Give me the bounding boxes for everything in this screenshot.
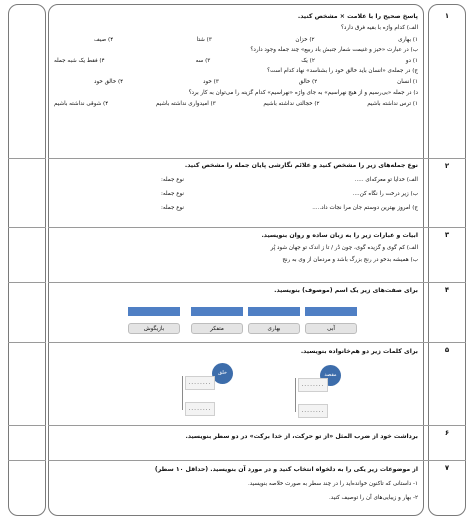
row-divider	[8, 227, 46, 228]
option[interactable]: ۳) شتا	[196, 37, 212, 44]
q1-a-stem: الف) کدام واژه با بقیه فرق دارد؟	[340, 25, 418, 32]
q3-item-a: الف) کم گوی و گزیده گوی، چون دُر / تا ز اندک تو جهان شود پُر	[270, 245, 418, 252]
question-number: ۶	[444, 429, 450, 437]
row-divider	[48, 227, 466, 228]
row-divider	[48, 460, 466, 461]
answer-box[interactable]	[248, 307, 300, 316]
question-7	[54, 466, 418, 503]
q6-instruction: برداشت خود از ضرب المثل «از تو حرکت، از خدا برکت» در دو سطر بنویسید.	[185, 433, 418, 440]
q7-topic: ۱- داستانی که تاکنون خوانده‌اید را در چند سطر به صورت خلاصه بنویسید.	[247, 481, 418, 488]
option[interactable]: ۱) دو	[405, 58, 418, 65]
q2-kind-field[interactable]: نوع جمله:	[161, 191, 184, 198]
question-1	[54, 13, 418, 108]
q2-kind-field[interactable]: نوع جمله:	[161, 177, 184, 184]
row-divider	[48, 158, 466, 159]
question-5	[54, 348, 418, 356]
row-divider	[48, 425, 466, 426]
answer-box[interactable]: ........	[298, 404, 328, 418]
q1-c-stem: ج) در جمله‌ی «انسان باید خالق خود را بشناسد» نهاد کدام است؟	[267, 67, 418, 74]
q2-sentence: ب) زیر درخت را نگاه کن....	[352, 191, 418, 198]
q2-kind-field[interactable]: نوع جمله:	[161, 205, 184, 212]
q2-sentence: ج) امروز بهترین دوستم جان مرا نجات داد.....	[312, 205, 418, 212]
q2-sentence: الف) خدایا تو معرکه‌ای .....	[354, 177, 418, 184]
question-number: ۵	[444, 346, 450, 354]
question-6	[54, 433, 418, 441]
row-divider	[8, 342, 46, 343]
q3-instruction: ابیات و عبارات زیر را به زبان ساده و روان بنویسید.	[261, 232, 418, 239]
row-divider	[8, 425, 46, 426]
q1-d-options	[54, 100, 418, 109]
option[interactable]: ۴) خالق خود	[94, 79, 124, 85]
option[interactable]: ۳) سه	[195, 58, 211, 65]
row-divider	[8, 460, 46, 461]
q2-instruction: نوع جمله‌های زیر را مشخص کنید و علائم نگارشی پایان جمله را مشخص کنید.	[184, 162, 418, 169]
adjective-label: بهاری	[248, 323, 300, 334]
answer-box[interactable]: ........	[185, 402, 215, 416]
answer-box[interactable]	[305, 307, 357, 316]
question-4	[54, 287, 418, 295]
number-column	[428, 4, 466, 516]
q7-instruction: از موضوعات زیر یکی را به دلخواه انتخاب کنید و در مورد آن بنویسید. (حداقل ۱۰ سطر)	[154, 466, 418, 473]
q5-instruction: برای کلمات زیر دو هم‌خانواده بنویسید.	[300, 348, 418, 355]
q1-a-options	[54, 36, 418, 45]
question-number: ۴	[444, 286, 450, 294]
q2-item	[54, 201, 418, 215]
q4-instruction: برای صفت‌های زیر یک اسم (موصوف) بنویسید.	[274, 287, 418, 294]
word-circle: مقصد	[320, 365, 341, 386]
q1-instruction: پاسخ صحیح را با علامت × مشخص کنید.	[297, 13, 418, 20]
row-divider	[8, 158, 46, 159]
q1-d-stem: د) در جمله «بی‌رسیم و از هیچ نهراسیم» به جای واژه «نهراسیم» کدام گزینه را می‌توان به کار برد؟	[188, 89, 418, 96]
q2-item	[54, 173, 418, 187]
word-circle: خلق	[212, 363, 233, 384]
score-column	[8, 4, 46, 516]
option[interactable]: ۱) ترس نداشته باشیم	[367, 100, 418, 107]
option[interactable]: ۲) یک	[301, 58, 315, 65]
row-divider	[48, 282, 466, 283]
q1-b-options	[54, 57, 418, 66]
option[interactable]: ۳) امیدواری نداشته باشیم	[155, 100, 216, 107]
row-divider	[8, 282, 46, 283]
q2-item	[54, 187, 418, 201]
question-number: ۲	[444, 162, 450, 170]
option[interactable]: ۱) بهاری	[398, 37, 418, 44]
option[interactable]: ۴) صیف	[94, 37, 114, 44]
q1-b-stem: ب) در عبارت «خیز و غنیمت شمار جنبش باد ربیع» چند جمله وجود دارد؟	[250, 47, 418, 53]
option[interactable]: ۲) خجالتی نداشته باشیم	[263, 100, 320, 107]
option[interactable]: ۴) شوقی نداشته باشیم	[54, 100, 109, 107]
question-number: ۱	[444, 12, 450, 20]
q7-topic: ۲- بهار و زیبایی‌های آن را توصیف کنید.	[329, 495, 418, 502]
question-number: ۷	[444, 464, 450, 472]
adjective-label: بازیگوش	[128, 323, 180, 334]
row-divider	[48, 342, 466, 343]
answer-box[interactable]	[191, 307, 243, 316]
option[interactable]: ۱) انسان	[397, 79, 418, 85]
answer-box[interactable]	[128, 307, 180, 316]
answer-box[interactable]: ........	[298, 378, 328, 392]
q3-item-b: ب) همیشه بدخو در رنج بزرگ باشد و مردمان از وی به رنج	[282, 257, 418, 264]
option[interactable]: ۲) خزان	[295, 37, 315, 44]
option[interactable]: ۴) فقط یک شبه جمله	[54, 58, 105, 65]
question-number: ۳	[444, 231, 450, 239]
question-3	[54, 232, 418, 265]
exam-frame	[8, 4, 466, 516]
adjective-label: متفکر	[191, 323, 243, 334]
q1-c-options	[54, 78, 418, 87]
option[interactable]: ۲) خالق	[298, 79, 318, 85]
answer-box[interactable]: ........	[185, 376, 215, 390]
adjective-label: آبی	[305, 323, 357, 334]
option[interactable]: ۳) خود	[203, 79, 219, 85]
question-2	[54, 162, 418, 215]
